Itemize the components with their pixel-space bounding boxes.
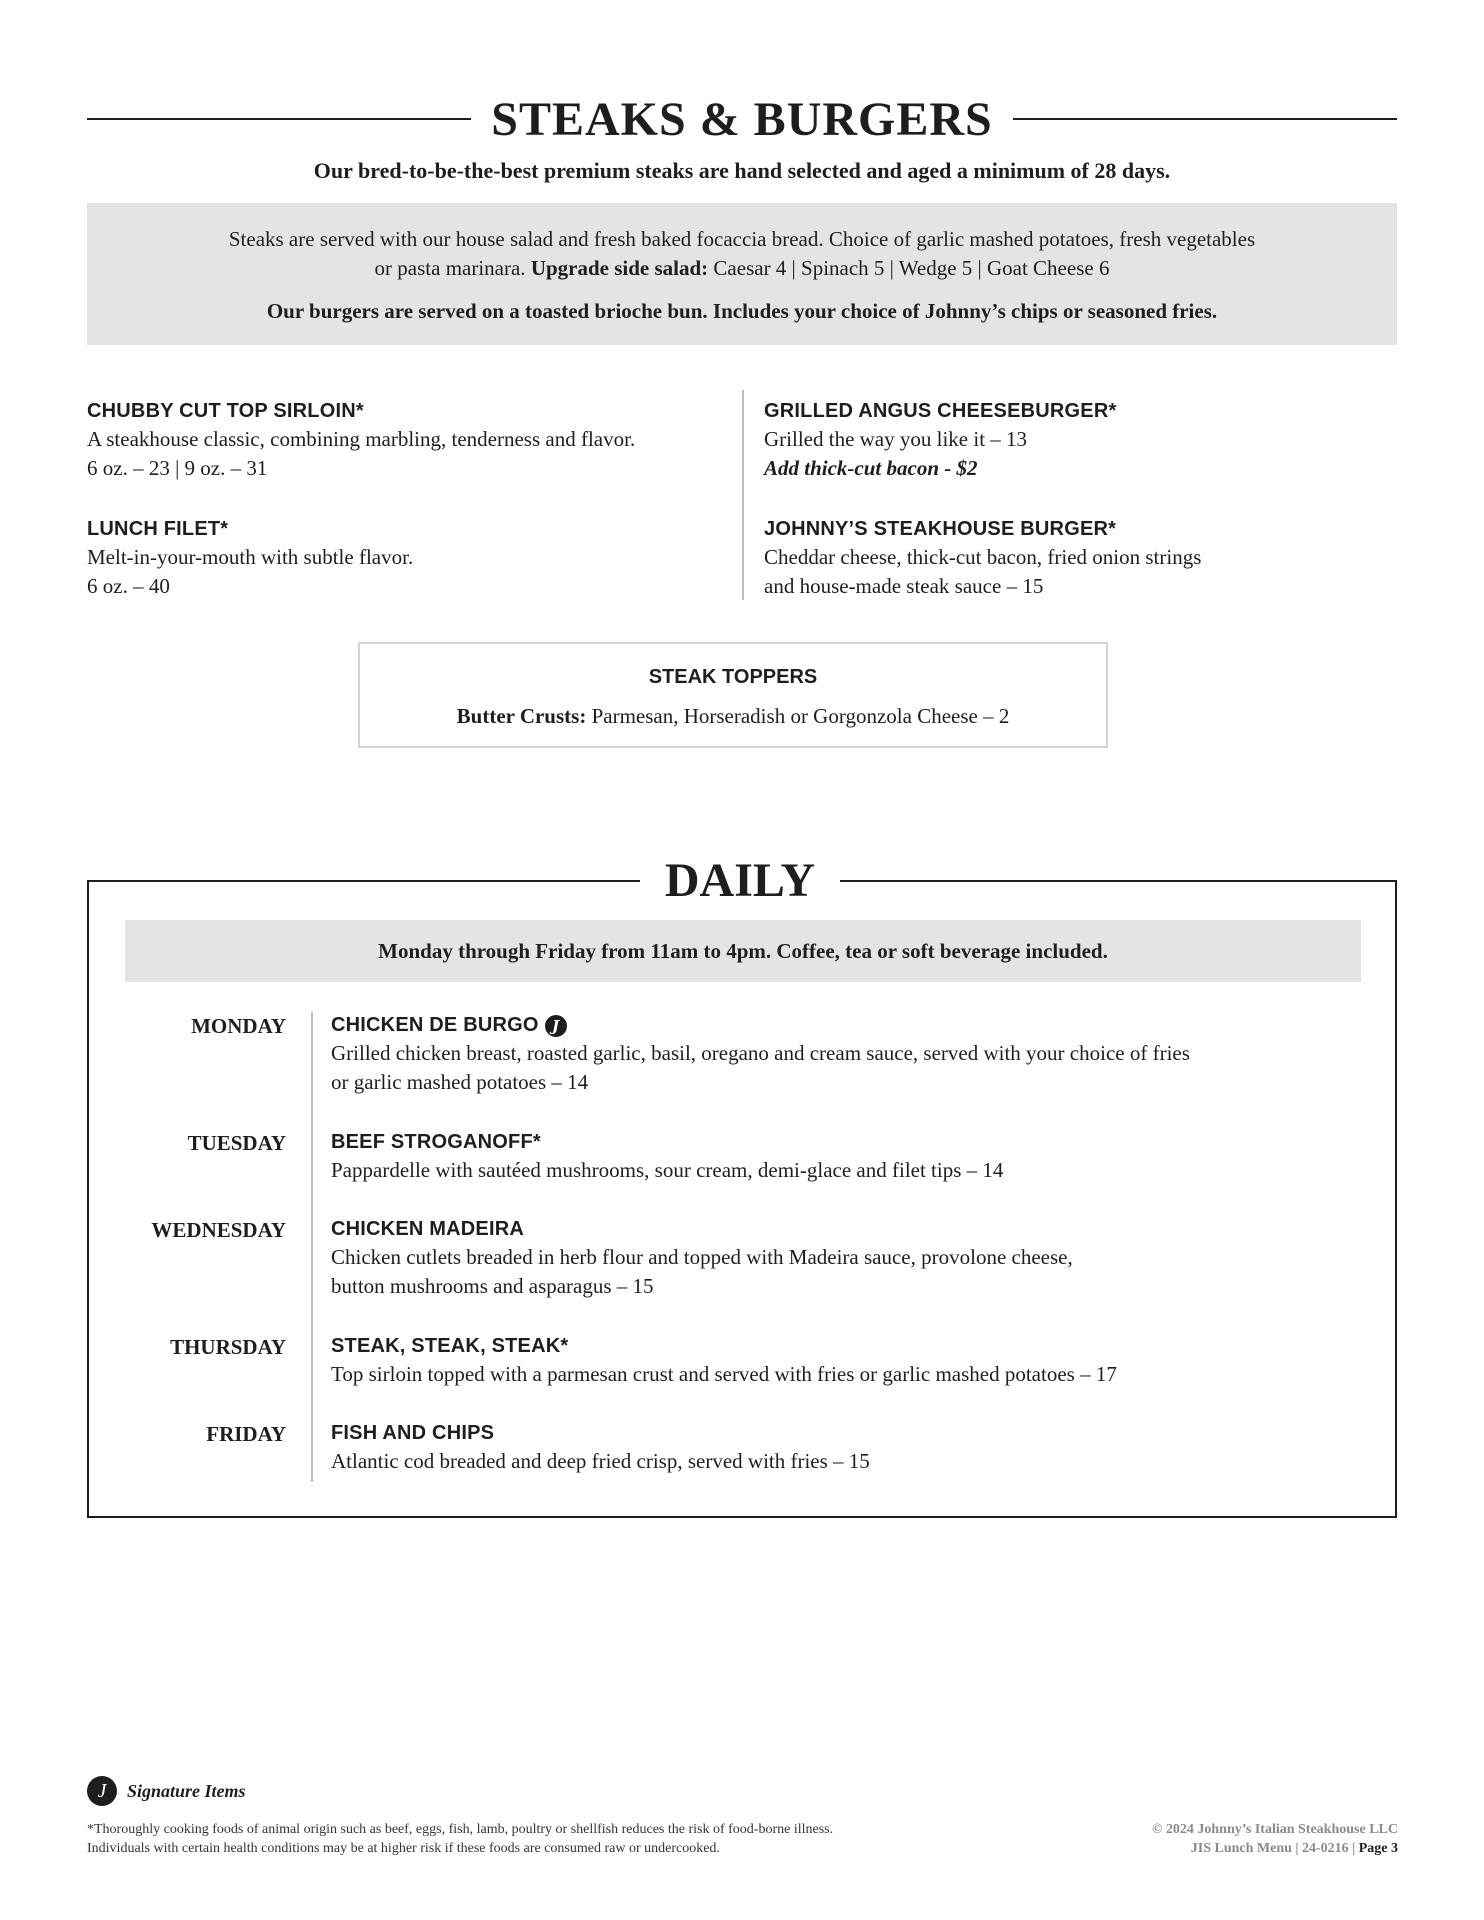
item-name: CHICKEN DE BURGO: [331, 1014, 539, 1036]
menu-item: [87, 400, 727, 483]
title-rule-left: [87, 118, 471, 120]
day-label: THURSDAY: [170, 1335, 286, 1359]
item-name: LUNCH FILET*: [87, 518, 229, 540]
signature-legend: [87, 1776, 246, 1806]
item-name: STEAK, STEAK, STEAK*: [331, 1335, 569, 1357]
item-price: 6 oz. – 23 | 9 oz. – 31: [87, 456, 268, 480]
item-desc: Pappardelle with sautéed mushrooms, sour cream, demi-glace and filet tips – 14: [331, 1158, 1004, 1182]
day-label: TUESDAY: [187, 1131, 286, 1155]
section-subtitle: Our bred-to-be-the-best premium steaks are hand selected and aged a minimum of 28 days.: [313, 158, 1171, 183]
menu-code: JIS Lunch Menu | 24-0216 |: [1190, 1841, 1359, 1856]
burger-note: Our burgers are served on a toasted brioche bun. Includes your choice of Johnny’s chips or seasoned fries.: [266, 299, 1218, 323]
item-name: CHUBBY CUT TOP SIRLOIN*: [87, 400, 364, 422]
daily-title: DAILY: [640, 846, 840, 916]
daily-divider: [311, 1012, 313, 1482]
info-box: [87, 203, 1397, 345]
item-name: FISH AND CHIPS: [331, 1422, 495, 1444]
upgrade-options: Caesar 4 | Spinach 5 | Wedge 5 | Goat Cheese 6: [708, 256, 1110, 280]
item-name: BEEF STROGANOFF*: [331, 1131, 541, 1153]
disclaimer-line: Individuals with certain health conditions may be at higher risk if these foods are consumed raw or undercooked.: [87, 1841, 720, 1856]
toppers-line: [360, 704, 1106, 729]
disclaimer-line: *Thoroughly cooking foods of animal origin such as beef, eggs, fish, lamb, poultry or shellfish reduces the risk of food-borne illness.: [87, 1822, 834, 1837]
section-title: STEAKS & BURGERS: [491, 92, 993, 146]
daily-item: [331, 1218, 1371, 1301]
item-desc: and house-made steak sauce – 15: [764, 574, 1044, 598]
menu-item: [764, 518, 1404, 601]
toppers-options: Parmesan, Horseradish or Gorgonzola Cheese – 2: [586, 704, 1010, 728]
copyright-text: © 2024 Johnny’s Italian Steakhouse LLC: [1151, 1822, 1398, 1837]
item-desc: Atlantic cod breaded and deep fried crisp, served with fries – 15: [331, 1449, 870, 1473]
daily-item: [331, 1131, 1371, 1185]
daily-item: [331, 1422, 1371, 1476]
menu-code-row: [998, 1839, 1398, 1858]
item-desc: Grilled chicken breast, roasted garlic, basil, oregano and cream sauce, served with your choice of fries: [331, 1041, 1190, 1065]
signature-icon: J: [87, 1776, 117, 1806]
upgrade-label: Upgrade side salad:: [530, 256, 709, 280]
title-rule-right: [1013, 118, 1397, 120]
daily-item: [331, 1014, 1371, 1097]
day-label: WEDNESDAY: [151, 1218, 286, 1242]
item-name-row: [331, 1014, 1371, 1037]
copyright-block: [998, 1820, 1398, 1858]
info-text: [87, 225, 1397, 283]
item-desc: A steakhouse classic, combining marbling, tenderness and flavor.: [87, 427, 636, 451]
health-disclaimer: [87, 1820, 1047, 1858]
section-title-row: [87, 84, 1397, 154]
toppers-title: STEAK TOPPERS: [648, 666, 818, 688]
daily-note: Monday through Friday from 11am to 4pm. Coffee, tea or soft beverage included.: [125, 920, 1361, 982]
toppers-label: Butter Crusts:: [456, 704, 587, 728]
item-name: CHICKEN MADEIRA: [331, 1218, 524, 1240]
item-name: GRILLED ANGUS CHEESEBURGER*: [764, 400, 1117, 422]
info-line1: Steaks are served with our house salad and fresh baked focaccia bread. Choice of garlic mashed potatoes, fresh vegetables: [228, 227, 1256, 251]
info-line2-prefix: or pasta marinara.: [374, 256, 531, 280]
menu-item: [87, 518, 727, 601]
day-label: MONDAY: [191, 1014, 286, 1038]
item-desc: Cheddar cheese, thick-cut bacon, fried onion strings: [764, 545, 1202, 569]
item-addon: Add thick-cut bacon - $2: [764, 456, 978, 480]
column-divider: [742, 390, 744, 600]
item-desc: Melt-in-your-mouth with subtle flavor.: [87, 545, 414, 569]
item-desc: or garlic mashed potatoes – 14: [331, 1070, 589, 1094]
item-price: 6 oz. – 40: [87, 574, 170, 598]
item-name: JOHNNY’S STEAKHOUSE BURGER*: [764, 518, 1117, 540]
page-number: Page 3: [1358, 1841, 1398, 1856]
daily-item: [331, 1335, 1371, 1389]
item-desc: Chicken cutlets breaded in herb flour and topped with Madeira sauce, provolone cheese,: [331, 1245, 1073, 1269]
item-desc: Top sirloin topped with a parmesan crust and served with fries or garlic mashed potatoes – 17: [331, 1362, 1117, 1386]
steak-toppers-box: [358, 642, 1108, 748]
menu-item: [764, 400, 1404, 483]
signature-label: Signature Items: [127, 1780, 246, 1801]
item-desc: button mushrooms and asparagus – 15: [331, 1274, 654, 1298]
signature-icon: J: [545, 1015, 567, 1037]
day-label: FRIDAY: [206, 1422, 286, 1446]
item-desc: Grilled the way you like it – 13: [764, 427, 1028, 451]
